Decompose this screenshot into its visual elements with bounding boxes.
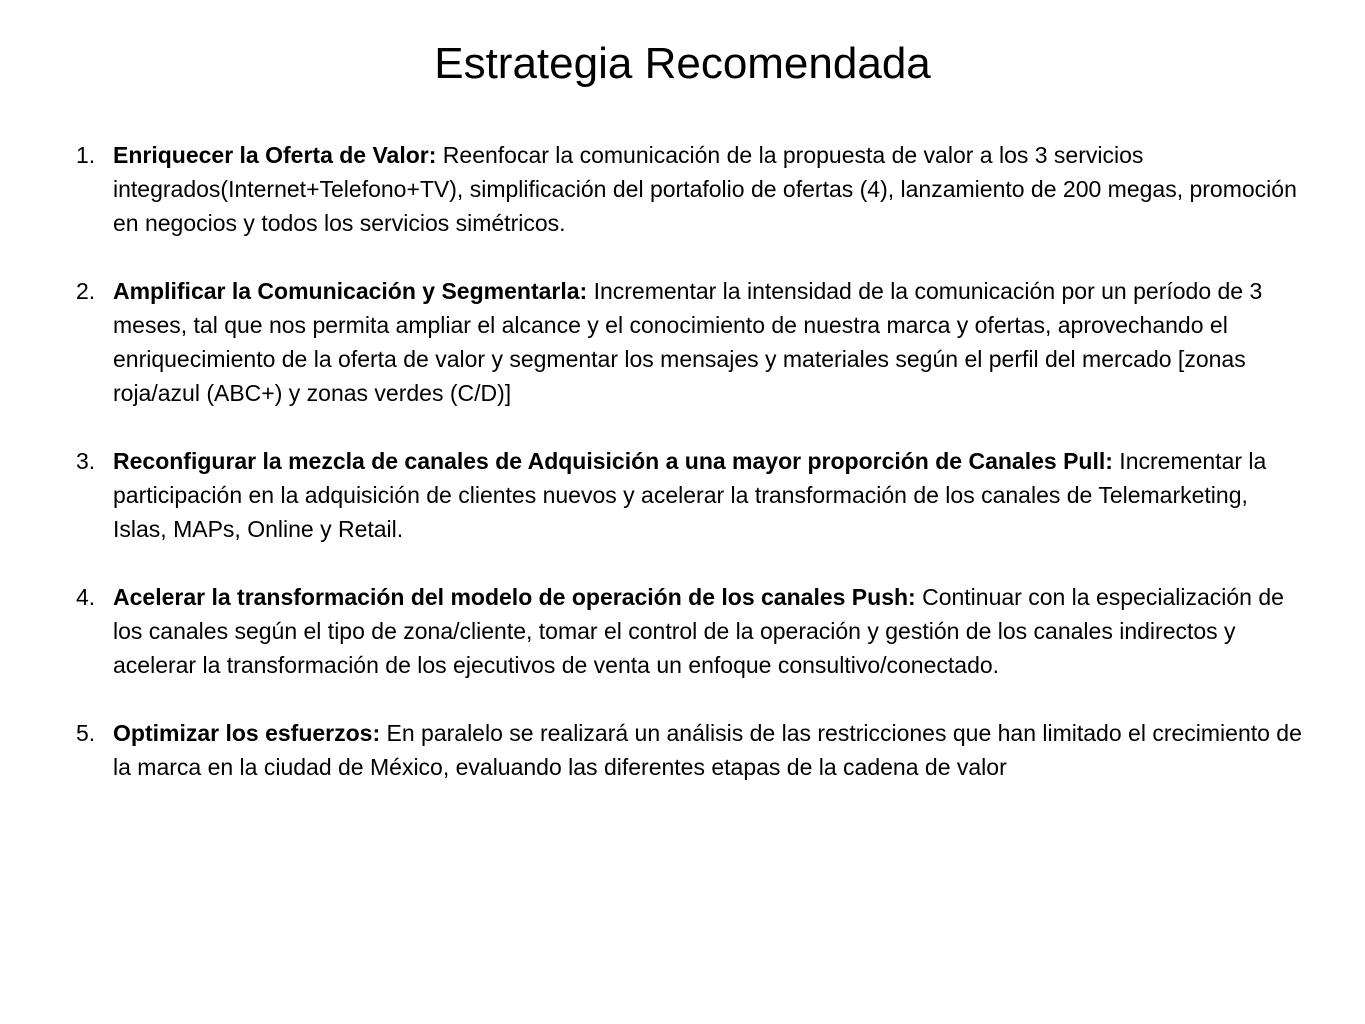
item-number: 3. — [76, 448, 96, 474]
item-lead: Reconfigurar la mezcla de canales de Adquisición a una mayor proporción de Canales Pull: — [113, 448, 1113, 474]
item-body — [113, 138, 1306, 240]
item-text: Continuar con la especialización de los canales según el tipo de zona/cliente, tomar el control de la operación y gestión de los canales indirectos y acelerar la transformación de los ejecutivos de venta un enfoque consultivo/conectado. — [113, 584, 1284, 678]
item-lead: Optimizar los esfuerzos: — [113, 720, 381, 746]
item-text: Incrementar la intensidad de la comunicación por un período de 3 meses, tal que nos permita ampliar el alcance y el conocimiento de nuestra marca y ofertas, aprovechando el enriquecimiento de la oferta de valor y segmentar los mensajes y materiales según el perfil del mercado [zonas roja/azul (ABC+) y zonas verdes (C/D)] — [113, 278, 1263, 406]
list-item — [76, 444, 1306, 546]
item-text: En paralelo se realizará un análisis de las restricciones que han limitado el crecimiento de la marca en la ciudad de México, evaluando las diferentes etapas de la cadena de valor — [113, 720, 1302, 780]
list-item — [76, 274, 1306, 410]
item-number: 4. — [76, 584, 96, 610]
item-text: Incrementar la participación en la adquisición de clientes nuevos y acelerar la transformación de los canales de Telemarketing, Islas, MAPs, Online y Retail. — [113, 448, 1267, 542]
item-body — [113, 444, 1306, 546]
list-item — [76, 138, 1306, 240]
list-item — [76, 580, 1306, 682]
item-body — [113, 580, 1306, 682]
item-number: 2. — [76, 278, 96, 304]
item-body — [113, 716, 1306, 784]
item-lead: Enriquecer la Oferta de Valor: — [113, 142, 437, 168]
item-number: 1. — [76, 142, 96, 168]
item-number: 5. — [76, 720, 96, 746]
item-lead: Acelerar la transformación del modelo de operación de los canales Push: — [113, 584, 916, 610]
strategy-list — [76, 138, 1306, 818]
item-body — [113, 274, 1306, 410]
item-text: Reenfocar la comunicación de la propuesta de valor a los 3 servicios integrados(Internet+Telefono+TV), simplificación del portafolio de ofertas (4), lanzamiento de 200 megas, promoción en negocios y todos los servicios simétricos. — [113, 142, 1297, 236]
list-item — [76, 716, 1306, 784]
slide-title: Estrategia Recomendada — [434, 39, 931, 88]
item-lead: Amplificar la Comunicación y Segmentarla: — [113, 278, 588, 304]
